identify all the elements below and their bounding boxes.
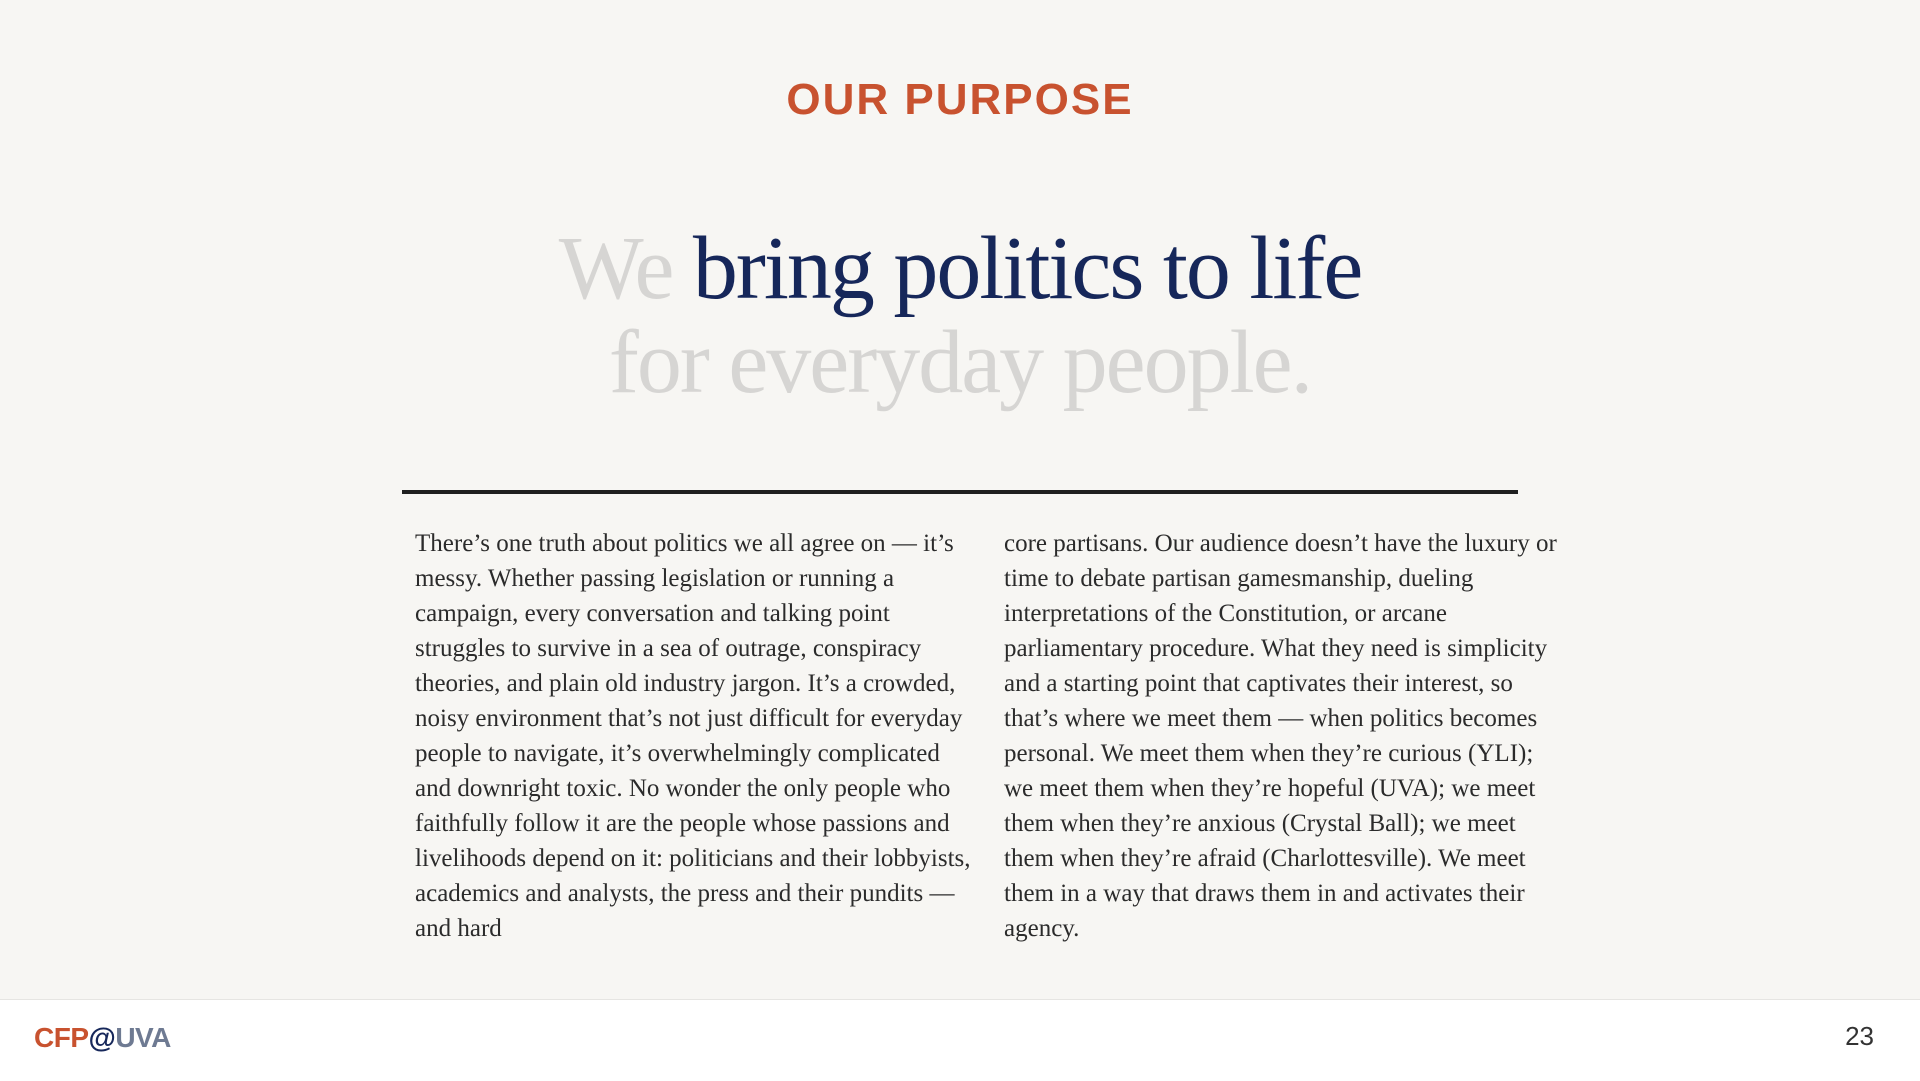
headline-line-2: for everyday people.	[608, 313, 1312, 412]
page-number: 23	[1845, 1021, 1874, 1051]
footer-bar	[0, 999, 1920, 1081]
section-title: OUR PURPOSE	[786, 75, 1134, 124]
body-column-left: There’s one truth about politics we all agree on — it’s messy. Whether passing legislation or running a campaign, every conversation and talking point struggles to survive in a sea of outrage, conspiracy theories, and plain old industry jargon. It’s a crowded, noisy environment that’s not just difficult for everyday people to navigate, it’s overwhelmingly complicated and downright toxic. No wonder the only people who faithfully follow it are the people whose passions and livelihoods depend on it: politicians and their lobbyists, academics and analysts, the press and their pundits — and hard	[415, 530, 971, 942]
headline-highlight: bring politics to life	[692, 219, 1362, 318]
cfp-uva-logo	[34, 1022, 171, 1054]
headline-line-1	[0, 219, 1920, 318]
logo-part-uva: UVA	[115, 1022, 171, 1053]
headline-word-we: We	[558, 219, 673, 318]
body-column-right: core partisans. Our audience doesn’t have the luxury or time to debate partisan gamesmanship, dueling interpretations of the Constitution, or arcane parliamentary procedure. What they need is simplicity and a starting point that captivates their interest, so that’s where we meet them — when politics becomes personal. We meet them when they’re curious (YLI); we meet them when they’re hopeful (UVA); we meet them when they’re anxious (Crystal Ball); we meet them when they’re afraid (Charlottesville). We meet them in a way that draws them in and activates their agency.	[1004, 530, 1557, 942]
logo-part-at: @	[88, 1022, 116, 1053]
headline	[0, 219, 1920, 412]
divider-rule	[402, 490, 1518, 494]
logo-part-cfp: CFP	[34, 1022, 89, 1053]
